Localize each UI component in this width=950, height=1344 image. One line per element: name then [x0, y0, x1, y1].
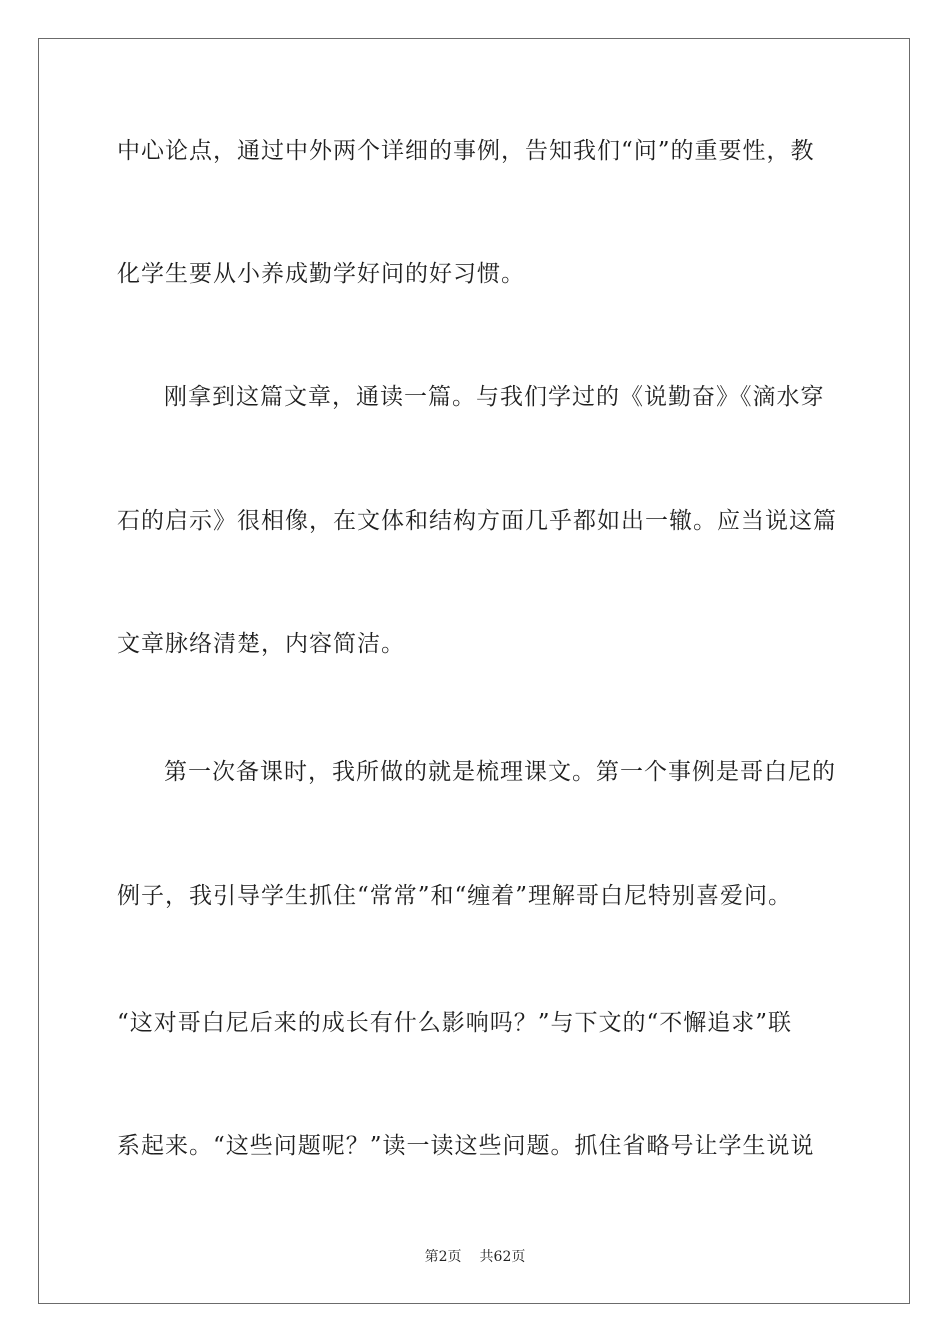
- text-line-2: 化学生要从小养成勤学好问的好习惯。: [117, 261, 525, 287]
- text-line-9: 系起来。“这些问题呢？”读一读这些问题。抓住省略号让学生说说: [117, 1133, 815, 1159]
- text-line-5: 文章脉络清楚，内容简洁。: [117, 631, 405, 657]
- text-line-6: 第一次备课时，我所做的就是梳理课文。第一个事例是哥白尼的: [164, 759, 836, 785]
- text-line-7: 例子，我引导学生抓住“常常”和“缠着”理解哥白尼特别喜爱问。: [117, 883, 793, 909]
- total-pages: 共62页: [479, 1249, 526, 1265]
- text-line-4: 石的启示》很相像，在文体和结构方面几乎都如出一辙。应当说这篇: [117, 508, 837, 534]
- text-line-3: 刚拿到这篇文章，通读一篇。与我们学过的《说勤奋》《滴水穿: [164, 384, 825, 410]
- page-footer: [0, 1246, 950, 1266]
- page-number: 第2页: [424, 1249, 462, 1265]
- page-border: [38, 38, 910, 1304]
- text-line-1: 中心论点，通过中外两个详细的事例，告知我们“问”的重要性，教: [117, 138, 815, 164]
- text-line-8: “这对哥白尼后来的成长有什么影响吗？”与下文的“不懈追求”联: [117, 1010, 793, 1036]
